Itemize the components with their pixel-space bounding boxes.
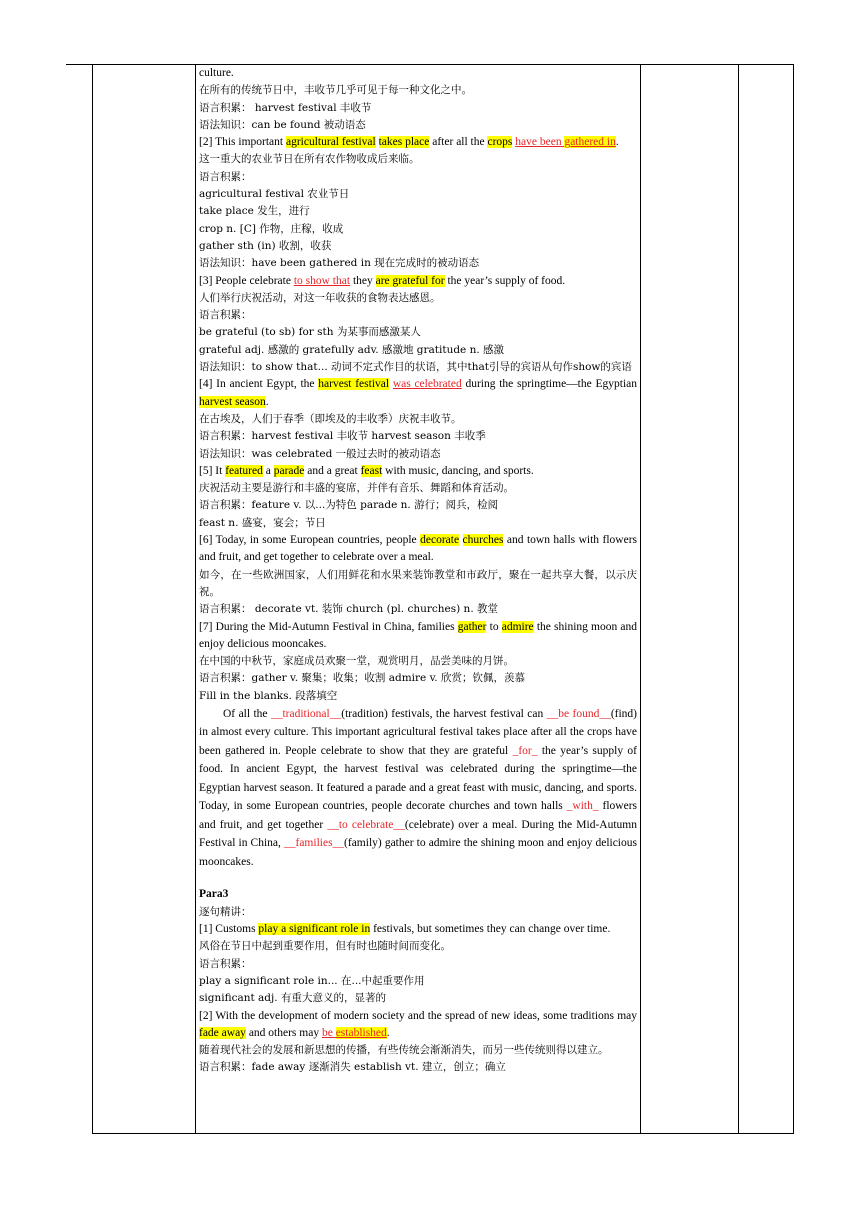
- highlight: agricultural festival: [286, 136, 376, 149]
- vocab-item: gather sth (in) 收割，收获: [199, 239, 332, 252]
- sentence-7: [7] During the Mid-Autumn Festival in China, families gather to admire the shining moon and enjoy delicious mooncakes.: [199, 620, 638, 650]
- answer-blank: __be found__: [546, 707, 611, 720]
- highlight: are grateful for: [375, 274, 445, 287]
- vocab-heading: 语言积累：: [199, 957, 252, 970]
- sentence-5: [5] It featured a parade and a great feast with music, dancing, and sports.: [199, 464, 534, 477]
- sentence-zh: 在所有的传统节日中，丰收节几乎可见于每一种文化之中。: [199, 84, 472, 97]
- column-divider: [793, 64, 794, 1134]
- grammar-note: 语法知识：to show that... 动词不定式作目的状语，其中that引导的宾语从句作show的宾语: [199, 361, 632, 374]
- grammar-note: 语法知识：can be found 被动语态: [199, 118, 366, 131]
- vocab-item: play a significant role in... 在...中起重要作用: [199, 974, 425, 987]
- sentence-zh: 在古埃及，人们于春季（即埃及的丰收季）庆祝丰收节。: [199, 412, 462, 425]
- vocab-item: agricultural festival 农业节日: [199, 188, 350, 201]
- grammar-mark: established: [335, 1026, 387, 1039]
- vocab-item: significant adj. 有重大意义的，显著的: [199, 992, 386, 1005]
- sentence-zh: 如今，在一些欧洲国家，人们用鲜花和水果来装饰教堂和市政厅，聚在一起共享大餐，以示庆祝。: [199, 568, 637, 598]
- highlight: decorate: [420, 534, 460, 547]
- answer-blank: _with_: [566, 800, 599, 813]
- highlight: takes place: [378, 136, 430, 149]
- highlight: feast: [360, 464, 383, 477]
- highlight: churches: [462, 534, 504, 547]
- grammar-mark: gathered in: [564, 136, 616, 149]
- vocab-item: take place 发生，进行: [199, 205, 310, 218]
- vocab-note: 语言积累： decorate vt. 装饰 church (pl. churches) n. 教堂: [199, 603, 498, 616]
- sentence-2: [2] With the development of modern society and the spread of new ideas, some traditions may fade away and others may be established.: [199, 1009, 637, 1039]
- answer-blank: __traditional__: [270, 707, 342, 720]
- column-divider: [92, 64, 93, 1134]
- grammar-note: 语法知识：was celebrated 一般过去时的被动语态: [199, 447, 441, 460]
- sentence-1: [1] Customs play a significant role in festivals, but sometimes they can change over time.: [199, 923, 611, 936]
- highlight: play a significant role in: [258, 923, 371, 936]
- highlight: featured: [225, 464, 263, 477]
- highlight: harvest season: [199, 395, 266, 408]
- section-title: Para3: [199, 888, 229, 901]
- vocab-note: 语言积累：gather v. 聚集；收集；收割 admire v. 欣赏；钦佩，羡慕: [199, 672, 525, 685]
- vocab-note: 语言积累：fade away 逐渐消失 establish vt. 建立，创立；确立: [199, 1061, 506, 1074]
- vocab-note: feast n. 盛宴，宴会；节日: [199, 516, 326, 529]
- grammar-mark: to show that: [293, 274, 351, 287]
- vocab-heading: 语言积累：: [199, 170, 252, 183]
- vocab-item: be grateful (to sb) for sth 为某事而感激某人: [199, 326, 421, 339]
- sentence-zh: 随着现代社会的发展和新思想的传播，有些传统会渐渐消失，而另一些传统则得以建立。: [199, 1044, 609, 1057]
- sentence-4: [4] In ancient Egypt, the harvest festival was celebrated during the springtime—the Egyptian harvest season.: [199, 378, 637, 408]
- column-divider: [195, 64, 196, 1134]
- vocab-note: 语言积累： harvest festival 丰收节: [199, 101, 372, 114]
- sentence-zh: 这一重大的农业节日在所有农作物收成后来临。: [199, 153, 420, 166]
- highlight: harvest festival: [318, 378, 390, 391]
- grammar-note: 语法知识：have been gathered in 现在完成时的被动语态: [199, 257, 480, 270]
- vocab-item: grateful adj. 感激的 gratefully adv. 感激地 gratitude n. 感激: [199, 343, 505, 356]
- highlight: fade away: [199, 1026, 246, 1039]
- vocab-heading: 语言积累：: [199, 309, 252, 322]
- sentence-zh: 人们举行庆祝活动，对这一年收获的食物表达感恩。: [199, 291, 441, 304]
- answer-blank: __to celebrate__: [327, 818, 405, 831]
- sentence-3: [3] People celebrate to show that they are grateful for the year’s supply of food.: [199, 274, 566, 287]
- answer-blank: __families__: [284, 837, 345, 850]
- answer-blank: _for_: [512, 744, 538, 757]
- sentence-zh: 在中国的中秋节，家庭成员欢聚一堂，观赏明月，品尝美味的月饼。: [199, 655, 514, 668]
- sentence-2: [2] This important agricultural festival takes place after all the crops have been gathered in.: [199, 136, 619, 149]
- vocab-note: 语言积累：feature v. 以...为特色 parade n. 游行；阅兵，检阅: [199, 499, 499, 512]
- sentence-zh: 庆祝活动主要是游行和丰盛的宴席，并伴有音乐、舞蹈和体育活动。: [199, 482, 514, 495]
- grammar-mark: be: [321, 1026, 336, 1039]
- highlight: parade: [273, 464, 305, 477]
- section-label: 逐句精讲：: [199, 905, 252, 918]
- fill-in-passage: Of all the __traditional__(tradition) festivals, the harvest festival can __be found__(find) in almost every culture. This important agricultural festival takes place after all the crops have been gathered in. People celebrate to show that they are grateful _for_ the year’s supply of food. In ancient Egypt, the harvest festival was celebrated during the springtime—the Egyptian harvest season. It featured a parade and a great feast with music, dancing, and sports. Today, in some European countries, people decorate churches and town halls _with_ flowers and fruit, and get together __to celebrate__(celebrate) over a meal. During the Mid-Autumn Festival in China, __families__(family) gather to admire the shining moon and enjoy delicious mooncakes.: [199, 707, 638, 868]
- sentence-6: [6] Today, in some European countries, people decorate churches and town halls with flowers and fruit, and get together to celebrate over a meal.: [199, 534, 637, 564]
- column-divider: [640, 64, 641, 1134]
- vocab-note: 语言积累：harvest festival 丰收节 harvest season 丰收季: [199, 430, 486, 443]
- highlight: crops: [487, 136, 513, 149]
- vocab-item: crop n. [C] 作物，庄稼，收成: [199, 222, 344, 235]
- highlight: admire: [501, 620, 534, 633]
- table-bottom-border: [92, 1133, 794, 1134]
- lesson-content: [199, 65, 637, 1077]
- sentence-zh: 风俗在节日中起到重要作用，但有时也随时间而变化。: [199, 940, 451, 953]
- grammar-mark: have been: [515, 136, 565, 149]
- grammar-mark: was celebrated: [392, 378, 462, 391]
- column-divider: [738, 64, 739, 1134]
- highlight: gather: [457, 620, 487, 633]
- sentence-en: culture.: [199, 67, 234, 79]
- exercise-title: Fill in the blanks. 段落填空: [199, 689, 338, 702]
